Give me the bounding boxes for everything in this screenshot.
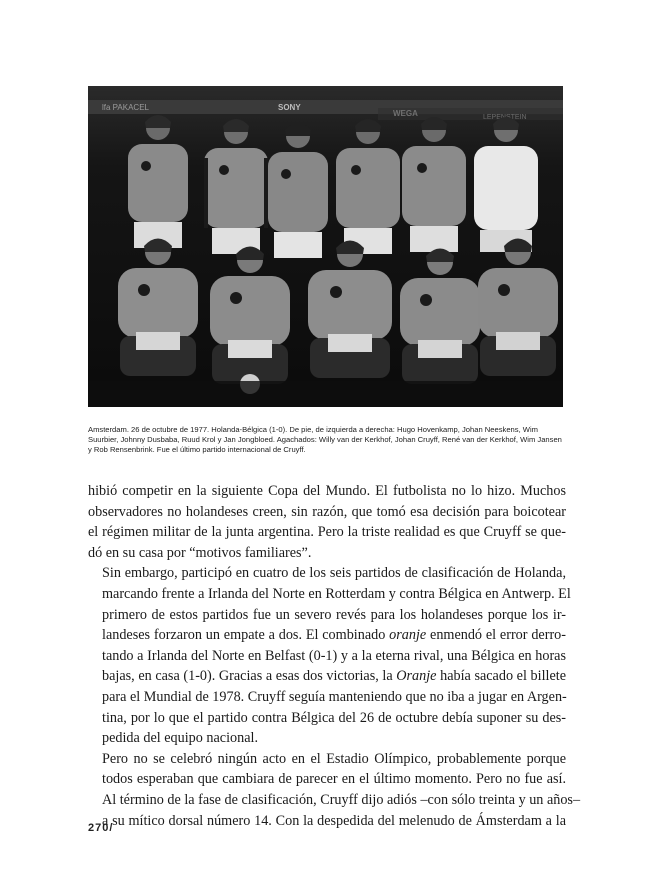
text-line: dó en su casa por “motivos familiares”.	[88, 544, 312, 561]
body-text	[88, 481, 581, 831]
page-number: 270/	[88, 822, 114, 834]
banner-text-2: SONY	[278, 103, 301, 112]
text-line: primero de estos partidos fue un severo revés para los holandeses porque los ir-	[102, 606, 566, 623]
text-line: pedida del equipo nacional.	[102, 730, 259, 747]
text-line: Pero no se celebró ningún acto en el Estadio Olímpico, probablemente porque	[102, 750, 566, 767]
text-line: Al término de la fase de clasificación, Cruyff dijo adiós –con sólo treinta y un años–	[102, 791, 581, 808]
banner-text-1: lfa PAKACEL	[102, 103, 149, 112]
text-line: hibió competir en la siguiente Copa del Mundo. El futbolista no lo hizo. Muchos	[88, 483, 566, 499]
text-line: Sin embargo, participó en cuatro de los seis partidos de clasificación de Holanda,	[102, 565, 566, 582]
text-line: el régimen militar de la junta argentina. Pero la triste realidad es que Cruyff se que-	[88, 524, 566, 541]
paragraph-2	[88, 563, 571, 748]
team-photo-image	[88, 86, 563, 407]
paragraph-1	[88, 481, 566, 563]
text-line: landeses forzaron un empate a dos. El combinado oranje enmendó el error derro-	[102, 627, 566, 644]
team-photo	[88, 86, 563, 407]
text-line: a su mítico dorsal número 14. Con la despedida del melenudo de Ámsterdam a la	[102, 812, 566, 829]
text-line: para el Mundial de 1978. Cruyff seguía manteniendo que no iba a jugar en Argen-	[102, 688, 567, 705]
text-line: marcando frente a Irlanda del Norte en Rotterdam y contra Bélgica en Antwerp. El	[102, 585, 571, 602]
text-line: tina, por lo que el partido contra Bélgica del 26 de octubre debía suponer su des-	[102, 709, 566, 726]
paragraph-3	[88, 749, 581, 831]
text-line: bajas, en casa (1-0). Gracias a esas dos victorias, la Oranje había sacado el billete	[102, 668, 566, 685]
text-line: observadores no holandeses creen, sin razón, que tomó esa decisión para boicotear	[88, 503, 566, 520]
photo-caption: Amsterdam. 26 de octubre de 1977. Holanda-Bélgica (1-0). De pie, de izquierda a derecha: Hugo Hovenkamp, Johan Neeskens, Wim Suurbier, Johnny Dusbaba, Ruud Krol y Jan Jongbloed. Agachados: Willy van der Kerkhof, Johan Cruyff, René van der Kerkhof, Wim Jansen y Rob Rensenbrink. Fue el último partido internacional de Cruyff.	[88, 425, 562, 455]
text-line: todos esperaban que cambiara de parecer en el último momento. Pero no fue así.	[102, 771, 566, 788]
text-line: tando a Irlanda del Norte en Belfast (0-1) y a la eterna rival, una Bélgica en horas	[102, 647, 566, 664]
